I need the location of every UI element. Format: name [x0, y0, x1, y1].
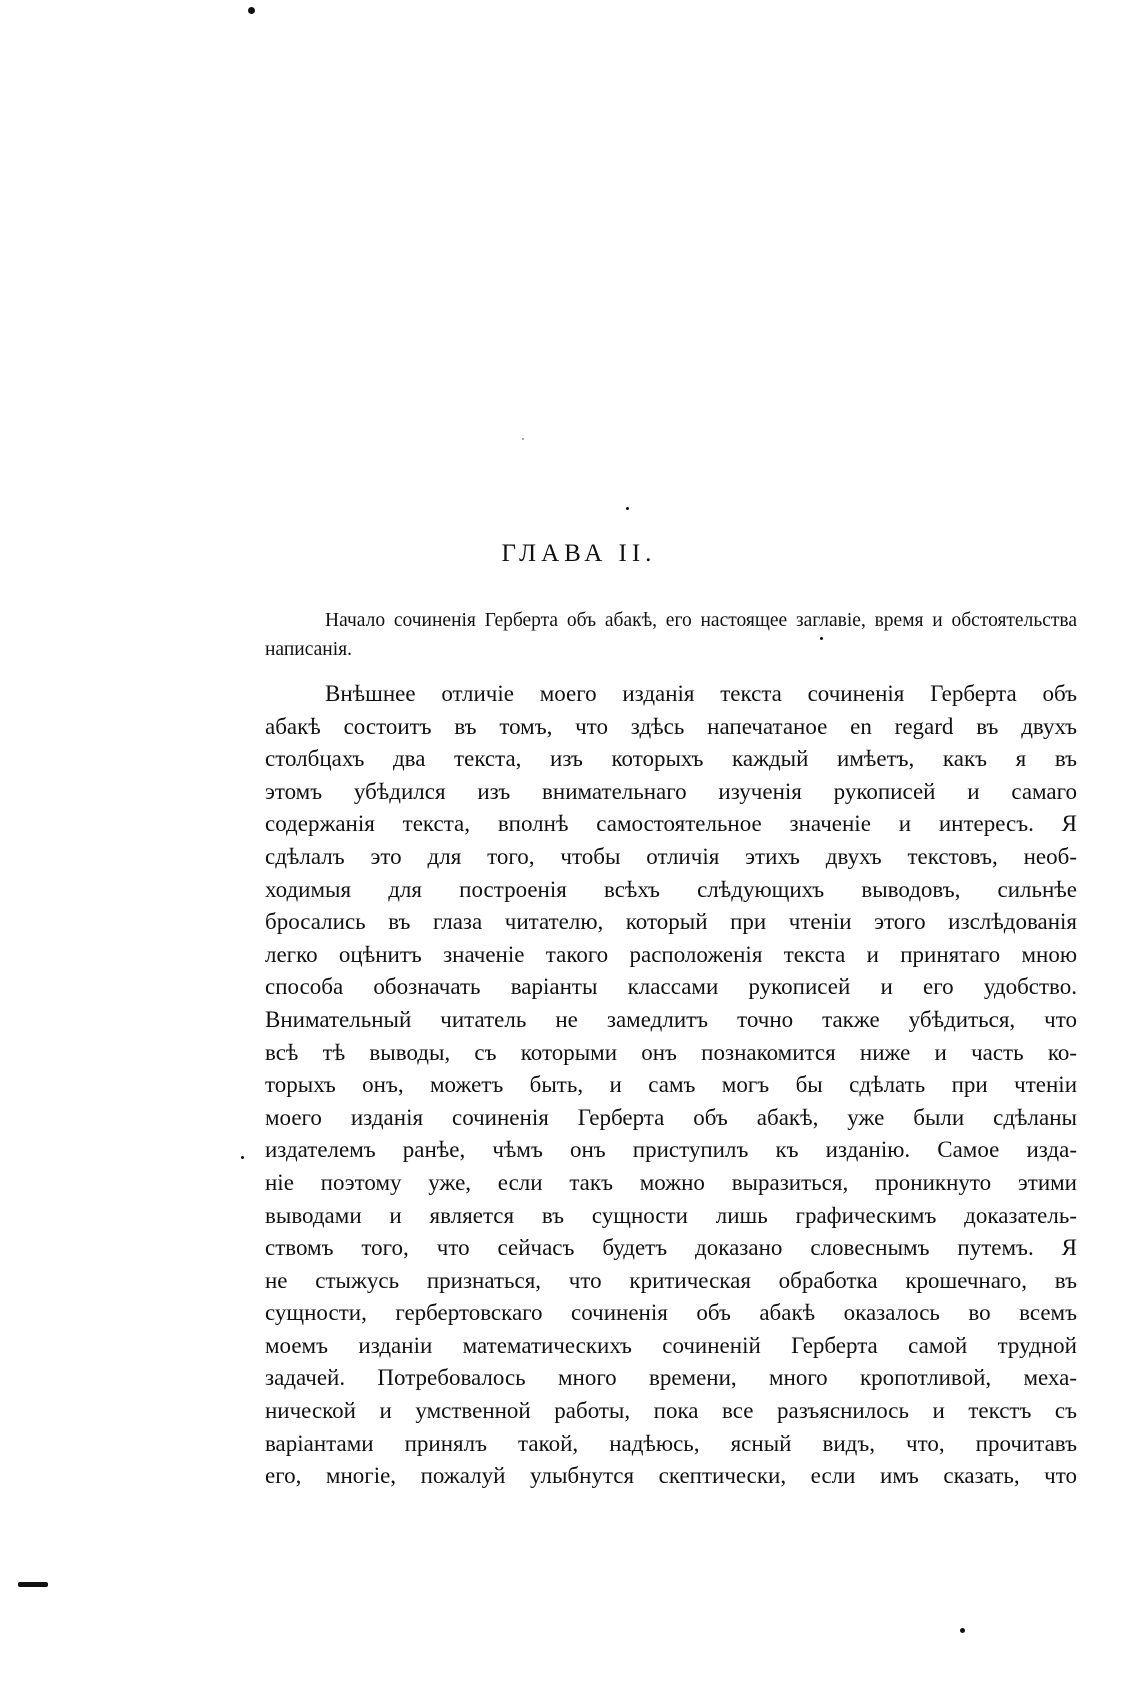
scan-dash-mark — [18, 1582, 48, 1587]
scan-speck — [248, 7, 255, 14]
text-line: содержанія текста, вполнѣ самостоятельное значеніе и интересъ. Я — [265, 811, 1077, 837]
text-line: бросались въ глаза читателю, который при чтеніи этого изслѣдованія — [265, 909, 1077, 935]
text-line: ходимыя для построенія всѣхъ слѣдующихъ выводовъ, сильнѣе — [265, 876, 1077, 902]
text-line: столбцахъ два текста, изъ которыхъ каждый имѣетъ, какъ я въ — [265, 746, 1077, 772]
text-line: моего изданія сочиненія Герберта объ абакѣ, уже были сдѣланы — [265, 1104, 1077, 1130]
text-line: этомъ убѣдился изъ внимательнаго изученія рукописей и самаго — [265, 778, 1077, 804]
text-line: легко оцѣнитъ значеніе такого расположенія текста и принятаго мною — [265, 941, 1077, 967]
text-line: выводами и является въ сущности лишь графическимъ доказатель- — [265, 1202, 1077, 1228]
scan-speck — [960, 1628, 965, 1633]
text-line: торыхъ онъ, можетъ быть, и самъ могъ бы сдѣлать при чтеніи — [265, 1072, 1077, 1098]
scan-speck — [626, 507, 629, 510]
chapter-summary: Начало сочиненія Герберта объ абакѣ, его настоящее заглавіе, время и обстоятельства написанія. — [265, 610, 1077, 660]
text-line: ствомъ того, что сейчасъ будетъ доказано словеснымъ путемъ. Я — [265, 1235, 1077, 1261]
chapter-heading: ГЛАВА II. — [501, 540, 657, 567]
scan-speck — [241, 1156, 244, 1159]
text-line: издателемъ ранѣе, чѣмъ онъ приступилъ къ изданію. Самое изда- — [265, 1137, 1077, 1163]
text-line: сдѣлалъ это для того, чтобы отличія этихъ двухъ текстовъ, необ- — [265, 843, 1077, 869]
text-line: задачей. Потребовалось много времени, много кропотливой, меха- — [265, 1365, 1077, 1391]
text-line: Внимательный читатель не замедлитъ точно также убѣдиться, что — [265, 1006, 1077, 1032]
text-line: его, многіе, пожалуй улыбнутся скептически, если имъ сказать, что — [265, 1463, 1077, 1489]
text-line: способа обозначать варіанты классами рукописей и его удобство. — [265, 974, 1077, 1000]
text-line: Внѣшнее отличіе моего изданія текста сочиненія Герберта объ — [325, 681, 1077, 706]
text-line: всѣ тѣ выводы, съ которыми онъ познакомится ниже и часть ко- — [265, 1039, 1077, 1065]
text-line: абакѣ состоитъ въ томъ, что здѣсь напечатаное en regard въ двухъ — [265, 713, 1077, 739]
text-line: не стыжусь признаться, что критическая обработка крошечнаго, въ — [265, 1267, 1077, 1293]
text-line: варіантами принялъ такой, надѣюсь, ясный видъ, что, прочитавъ — [265, 1430, 1077, 1456]
chapter-body — [265, 678, 1077, 1493]
text-line: моемъ изданіи математическихъ сочиненій Герберта самой трудной — [265, 1332, 1077, 1358]
text-line: ніе поэтому уже, если такъ можно выразиться, проникнуто этими — [265, 1169, 1077, 1195]
scan-speck — [522, 438, 524, 440]
text-line: нической и умственной работы, пока все разъяснилось и текстъ съ — [265, 1398, 1077, 1424]
text-line: сущности, гербертовскаго сочиненія объ абакѣ оказалось во всемъ — [265, 1300, 1077, 1326]
